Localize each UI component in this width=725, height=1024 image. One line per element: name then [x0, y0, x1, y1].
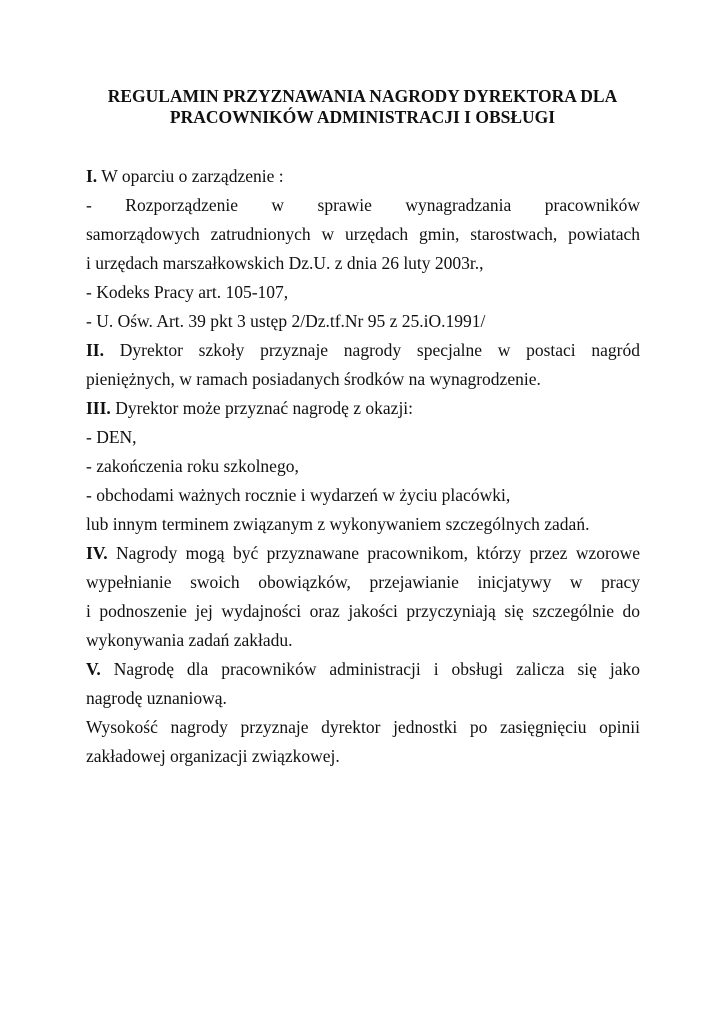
section-5-line-3: Wysokość nagrody przyznaje dyrektor jednostki po zasięgnięciu opinii [86, 717, 640, 737]
section-3-item-2: - zakończenia roku szkolnego, [86, 456, 299, 476]
section-1-item-2: - Kodeks Pracy art. 105-107, [86, 282, 289, 302]
section-2-text: Dyrektor szkoły przyznaje nagrody specjalne w postaci nagród [104, 340, 640, 360]
section-3-intro: Dyrektor może przyznać nagrodę z okazji: [110, 398, 414, 418]
section-1-item-1-line-3: i urzędach marszałkowskich Dz.U. z dnia 26 luty 2003r., [86, 253, 484, 273]
section-4-text: Nagrody mogą być przyznawane pracownikom, którzy przez wzorowe [107, 543, 640, 563]
section-1-item-1-line-1: - Rozporządzenie w sprawie wynagradzania pracowników [86, 195, 640, 215]
section-1-item-3: - U. Ośw. Art. 39 pkt 3 ustęp 2/Dz.tf.Nr 95 z 25.iO.1991/ [86, 311, 486, 331]
section-3-item-3: - obchodami ważnych rocznie i wydarzeń w życiu placówki, [86, 485, 511, 505]
section-1-item-1-line-2: samorządowych zatrudnionych w urzędach gmin, starostwach, powiatach [86, 224, 640, 244]
section-4-line-1 [86, 539, 640, 568]
section-2-line-2: pieniężnych, w ramach posiadanych środków na wynagrodzenie. [86, 369, 541, 389]
section-3-closing: lub innym terminem związanym z wykonywaniem szczególnych zadań. [86, 514, 590, 534]
section-4-line-4: wykonywania zadań zakładu. [86, 630, 293, 650]
section-1-heading [86, 162, 640, 191]
section-5-number: V. [86, 659, 101, 679]
title-line-2: PRACOWNIKÓW ADMINISTRACJI I OBSŁUGI [169, 107, 556, 127]
section-2-number: II. [86, 340, 104, 360]
section-3-item-1: - DEN, [86, 427, 137, 447]
section-4-number: IV. [86, 543, 108, 563]
title-line-1: REGULAMIN PRZYZNAWANIA NAGRODY DYREKTORA DLA [107, 86, 618, 106]
document-title [80, 86, 645, 128]
section-5-line-1 [86, 655, 640, 684]
section-3-heading [86, 394, 640, 423]
section-5-line-4: zakładowej organizacji związkowej. [86, 746, 340, 766]
section-1-intro: W oparciu o zarządzenie : [97, 166, 284, 186]
section-4-line-2: wypełnianie swoich obowiązków, przejawianie inicjatywy w pracy [86, 572, 640, 592]
section-5-text: Nagrodę dla pracowników administracji i obsługi zalicza się jako [100, 659, 640, 679]
section-5-line-2: nagrodę uznaniową. [86, 688, 227, 708]
section-1-number: I. [86, 166, 98, 186]
section-2-line-1 [86, 336, 640, 365]
section-4-line-3: i podnoszenie jej wydajności oraz jakości przyczyniają się szczególnie do [86, 601, 640, 621]
document-body [86, 162, 640, 771]
section-3-number: III. [86, 398, 111, 418]
